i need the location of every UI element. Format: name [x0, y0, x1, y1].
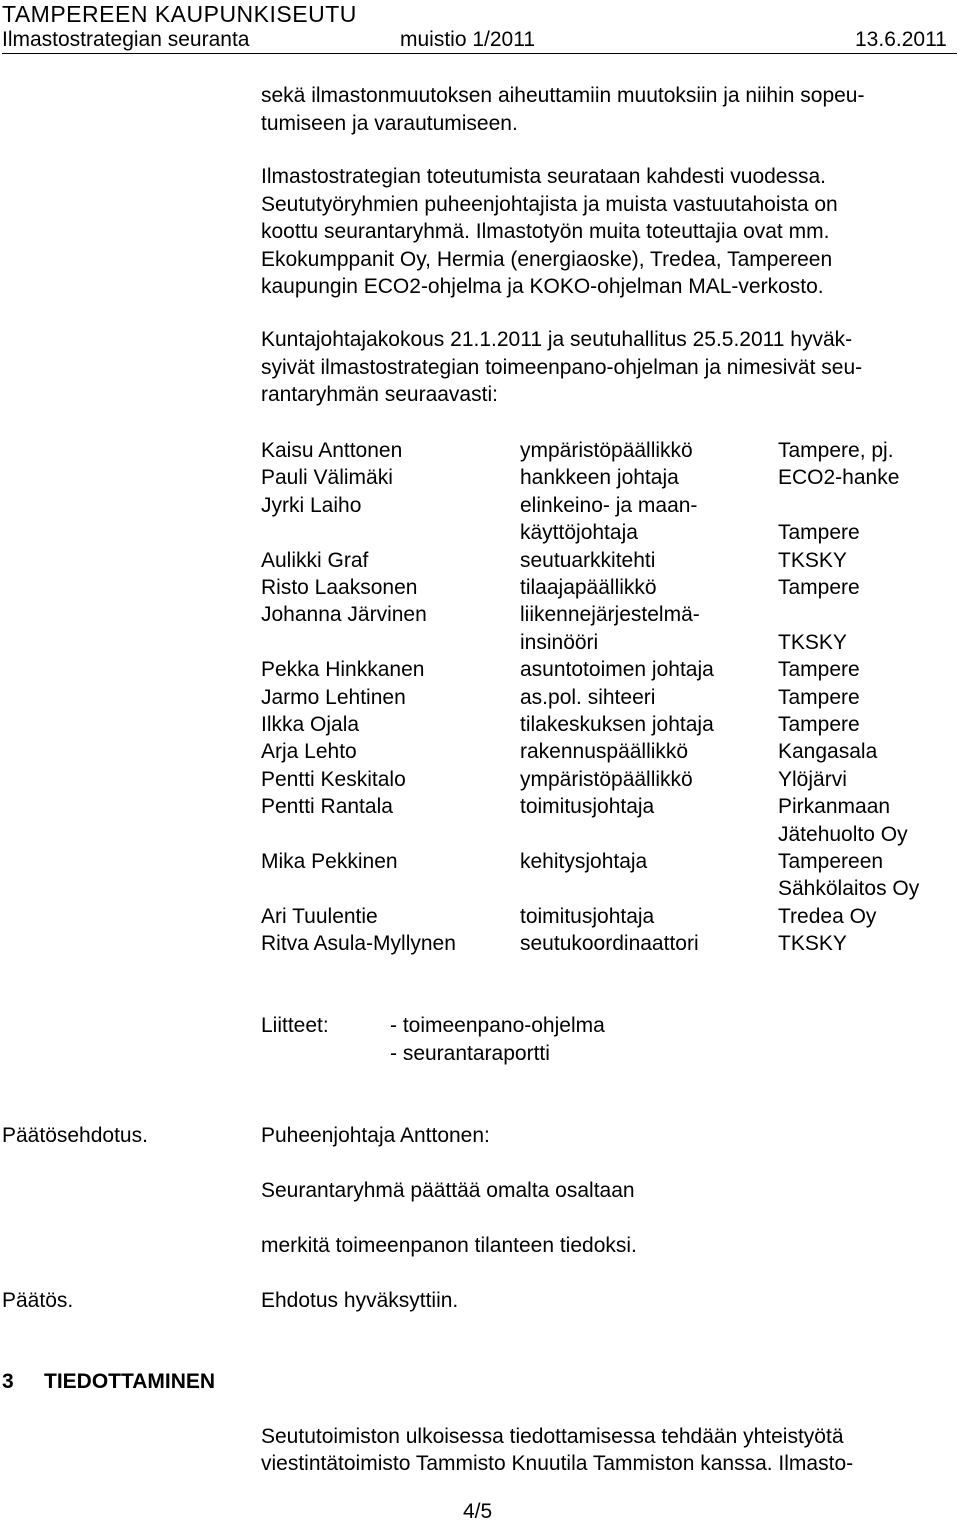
member-organization: TKSKY	[778, 630, 847, 654]
member-organization: TKSKY	[778, 932, 847, 956]
member-name: Pauli Välimäki	[261, 466, 393, 490]
member-organization: Kangasala	[778, 740, 878, 764]
paragraph-line: syivät ilmastostrategian toimeenpano-ohjelman ja nimesivät seu-	[261, 355, 863, 379]
member-role: hankkeen johtaja	[520, 466, 679, 490]
proposal-speaker: Puheenjohtaja Anttonen:	[261, 1124, 490, 1147]
header-line	[2, 27, 957, 54]
header-organization: TAMPEREEN KAUPUNKISEUTU	[2, 1, 357, 27]
member-organization: Tredea Oy	[778, 904, 877, 928]
header-document: Ilmastostrategian seuranta	[2, 28, 250, 51]
member-name: Arja Lehto	[261, 740, 357, 764]
paragraph-appointment	[261, 326, 957, 409]
member-name: Johanna Järvinen	[261, 603, 427, 627]
member-role: seutuarkkitehti	[520, 548, 656, 572]
member-name: Jarmo Lehtinen	[261, 685, 406, 709]
paragraph-line: Kuntajohtajakokous 21.1.2011 ja seutuhallitus 25.5.2011 hyväk-	[261, 328, 853, 351]
attachment-item: - toimeenpano-ohjelma	[390, 1014, 605, 1037]
member-organization: Ylöjärvi	[778, 767, 847, 791]
member-role: ympäristöpäällikkö	[520, 439, 693, 462]
member-name: Pekka Hinkkanen	[261, 658, 425, 682]
paragraph-line: rantaryhmän seuraavasti:	[261, 383, 498, 406]
section-text: Seututoimiston ulkoisessa tiedottamisessa tehdään yhteistyötä	[261, 1425, 844, 1448]
member-role: tilakeskuksen johtaja	[520, 713, 714, 736]
paragraph-monitoring	[261, 163, 957, 301]
member-name: Pentti Keskitalo	[261, 767, 406, 791]
member-role: toimitusjohtaja	[520, 904, 655, 928]
member-name: Mika Pekkinen	[261, 850, 398, 873]
member-name: Kaisu Anttonen	[261, 439, 403, 462]
member-name: Aulikki Graf	[261, 548, 369, 572]
member-role: liikennejärjestelmä-	[520, 603, 700, 627]
paragraph-line: Seututyöryhmien puheenjohtajista ja muista vastuutahoista on	[261, 192, 838, 216]
member-role: toimitusjohtaja	[520, 795, 655, 819]
member-organization: Pirkanmaan	[778, 795, 891, 819]
page-number: 4/5	[463, 1500, 493, 1523]
member-organization: Tampere	[778, 658, 860, 682]
member-organization: Tampere	[778, 685, 860, 709]
paragraph-intro	[261, 82, 957, 137]
proposal-text: merkitä toimeenpanon tilanteen tiedoksi.	[261, 1234, 637, 1257]
member-organization: Tampere	[778, 576, 860, 599]
member-name: Ilkka Ojala	[261, 713, 360, 736]
member-organization: ECO2-hanke	[778, 466, 900, 490]
attachment-item: - seurantaraportti	[390, 1042, 550, 1065]
member-role: ympäristöpäällikkö	[520, 767, 693, 791]
member-organization: Jätehuolto Oy	[778, 822, 908, 846]
member-role: asuntotoimen johtaja	[520, 658, 714, 682]
header-date: 13.6.2011	[855, 28, 947, 51]
member-role: insinööri	[520, 630, 599, 654]
section-number: 3	[2, 1370, 14, 1393]
member-name: Pentti Rantala	[261, 795, 393, 819]
member-name: Ari Tuulentie	[261, 904, 378, 928]
member-organization: TKSKY	[778, 548, 847, 572]
member-name: Jyrki Laiho	[261, 493, 362, 517]
member-role: kehitysjohtaja	[520, 850, 648, 873]
member-role: elinkeino- ja maan-	[520, 493, 698, 517]
member-role: as.pol. sihteeri	[520, 685, 656, 709]
proposal-text: Seurantaryhmä päättää omalta osaltaan	[261, 1179, 635, 1202]
decision-text: Ehdotus hyväksyttiin.	[261, 1289, 459, 1312]
member-role: tilaajapäällikkö	[520, 576, 657, 599]
proposal-label: Päätösehdotus.	[2, 1124, 148, 1147]
member-organization: Sähkölaitos Oy	[778, 877, 920, 901]
section-title: TIEDOTTAMINEN	[44, 1370, 216, 1393]
paragraph-line: Ekokumppanit Oy, Hermia (energiaoske), Tredea, Tampereen	[261, 247, 833, 271]
member-role: seutukoordinaattori	[520, 932, 699, 956]
member-organization: Tampereen	[778, 850, 884, 873]
member-organization: Tampere, pj.	[778, 439, 894, 462]
decision-label: Päätös.	[2, 1289, 74, 1312]
member-role: käyttöjohtaja	[520, 521, 638, 545]
member-name: Risto Laaksonen	[261, 576, 418, 599]
member-organization: Tampere	[778, 521, 860, 545]
member-name: Ritva Asula-Myllynen	[261, 932, 456, 956]
member-role: rakennuspäällikkö	[520, 740, 689, 764]
paragraph-line: koottu seurantaryhmä. Ilmastotyön muita toteuttajia ovat mm.	[261, 220, 830, 243]
paragraph-line: tumiseen ja varautumiseen.	[261, 111, 518, 135]
paragraph-line: kaupungin ECO2-ohjelma ja KOKO-ohjelman MAL-verkosto.	[261, 275, 824, 298]
paragraph-line: Ilmastostrategian toteutumista seurataan kahdesti vuodessa.	[261, 165, 826, 188]
paragraph-line: sekä ilmastonmuutoksen aiheuttamiin muutoksiin ja niihin sopeu-	[261, 84, 865, 107]
section-text: viestintätoimisto Tammisto Knuutila Tammiston kanssa. Ilmasto-	[261, 1452, 854, 1475]
header-memo: muistio 1/2011	[400, 28, 536, 51]
attachments-label: Liitteet:	[261, 1014, 329, 1037]
member-organization: Tampere	[778, 713, 860, 736]
